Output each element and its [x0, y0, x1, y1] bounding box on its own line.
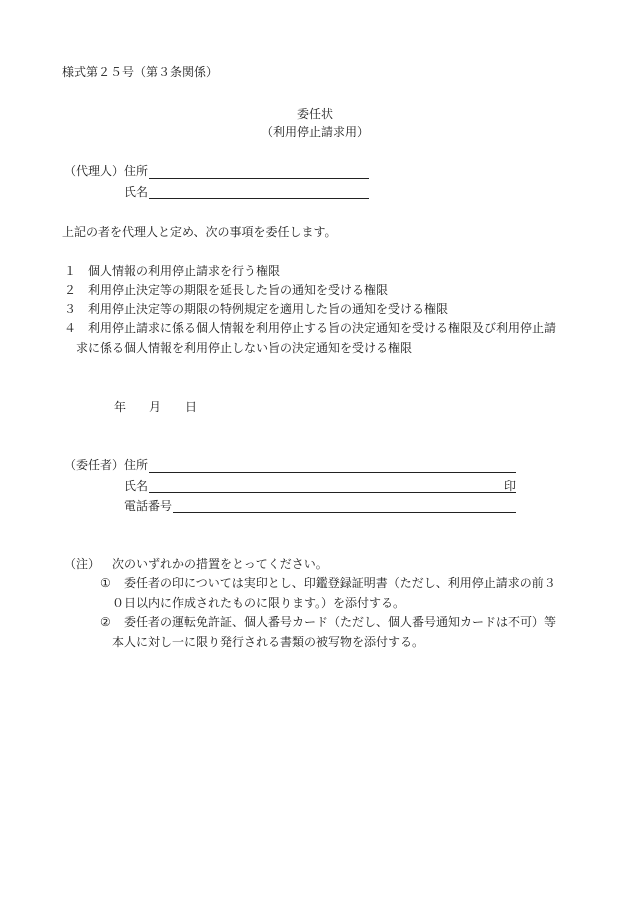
item-number: １ — [64, 264, 77, 278]
notes-label: （注） — [64, 557, 101, 571]
note-marker: ② — [100, 615, 111, 629]
principal-address-label: 住所 — [124, 458, 149, 472]
day-label: 日 — [185, 400, 198, 414]
document-title: 委任状 — [296, 107, 333, 121]
agent-name-field[interactable] — [149, 198, 369, 199]
principal-role-label: （委任者） — [64, 458, 125, 472]
note-text-continuation: ０日以内に作成されたものに限ります。）を添付する。 — [112, 596, 406, 610]
document-subtitle: （利用停止請求用） — [260, 125, 369, 139]
list-item: 個人情報の利用停止請求を行う権限 — [88, 264, 281, 278]
note-text: 委任者の印については実印とし、印鑑登録証明書（ただし、利用停止請求の前３ — [124, 576, 556, 590]
item-number: ２ — [64, 283, 77, 297]
list-item: 利用停止決定等の期限の特例規定を適用した旨の通知を受ける権限 — [88, 302, 449, 316]
notes-intro: 次のいずれかの措置をとってください。 — [112, 557, 328, 571]
form-number: 様式第２５号（第３条関係） — [62, 65, 219, 79]
item-number: ４ — [64, 321, 77, 335]
list-item: 利用停止決定等の期限を延長した旨の通知を受ける権限 — [88, 283, 389, 297]
list-item-continuation: 求に係る個人情報を利用停止しない旨の決定通知を受ける権限 — [76, 341, 413, 355]
item-number: ３ — [64, 302, 77, 316]
year-label: 年 — [114, 400, 127, 414]
agent-name-label: 氏名 — [124, 185, 149, 199]
agent-role-label: （代理人） — [64, 164, 125, 178]
month-label: 月 — [149, 400, 162, 414]
note-text: 委任者の運転免許証、個人番号カード（ただし、個人番号通知カードは不可）等 — [124, 615, 557, 629]
principal-name-field[interactable] — [149, 492, 516, 493]
delegation-statement: 上記の者を代理人と定め、次の事項を委任します。 — [62, 225, 337, 239]
principal-phone-label: 電話番号 — [124, 499, 173, 513]
agent-address-label: 住所 — [124, 164, 149, 178]
note-marker: ① — [100, 576, 111, 590]
principal-address-field[interactable] — [149, 472, 516, 473]
list-item: 利用停止請求に係る個人情報を利用停止する旨の決定通知を受ける権限及び利用停止請 — [88, 321, 557, 335]
seal-mark: 印 — [504, 479, 517, 493]
note-text-continuation: 本人に対し一に限り発行される書類の被写物を添付する。 — [112, 635, 425, 649]
principal-phone-field[interactable] — [173, 512, 516, 513]
agent-address-field[interactable] — [149, 178, 369, 179]
principal-name-label: 氏名 — [124, 479, 149, 493]
